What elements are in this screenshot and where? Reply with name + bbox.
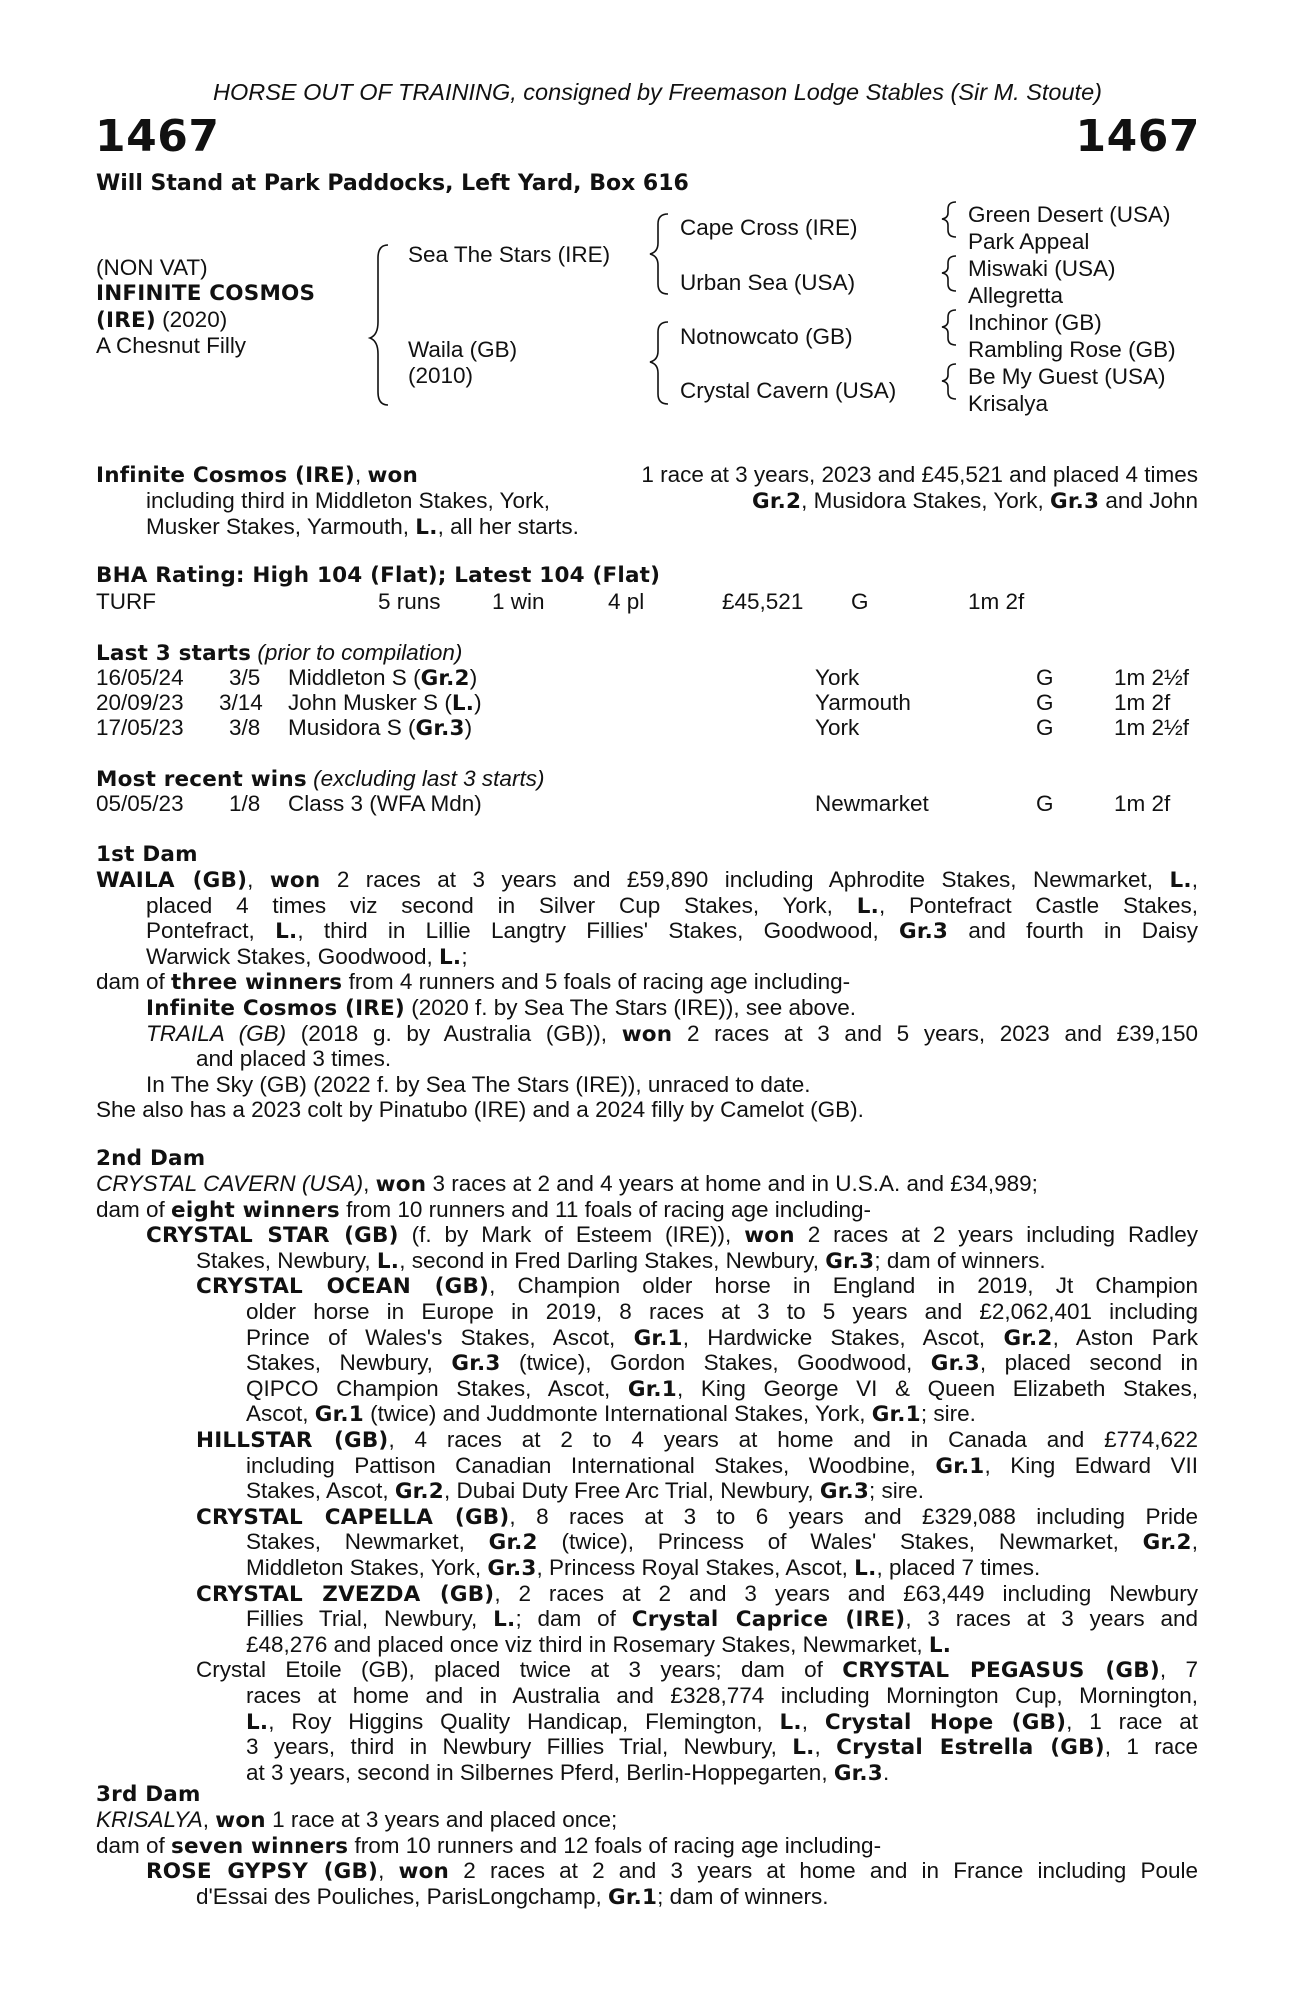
pedigree-dam: Waila (GB) [408,337,518,362]
horse-name-suffix: (IRE) (2020) [96,307,228,333]
consignment-line: HORSE OUT OF TRAINING, consigned by Freemason Lodge Stables (Sir M. Stoute) [213,79,1102,105]
pedigree-line: Stakes, Ascot, Gr.2, Dubai Duty Free Arc Trial, Newbury, Gr.3; sire. [246,1478,925,1505]
pedigree-line: at 3 years, second in Silbernes Pferd, Berlin-Hoppegarten, Gr.3. [246,1759,890,1786]
pedigree-line: She also has a 2023 colt by Pinatubo (IRE) and a 2024 filly by Camelot (GB). [96,1097,864,1123]
bha-rating: BHA Rating: High 104 (Flat); Latest 104 (Flat) [96,563,661,588]
pedigree-ddd: Krisalya [968,391,1049,416]
pedigree-line: d'Essai des Pouliches, ParisLongchamp, Gr.1; dam of winners. [196,1883,829,1910]
pedigree-line: and placed 3 times. [196,1046,392,1072]
horse-description: A Chesnut Filly [96,333,247,358]
pedigree-line: L., Roy Higgins Quality Handicap, Flemington, L., Crystal Hope (GB), 1 race at [246,1708,1198,1735]
pedigree-dam-sire: Notnowcato (GB) [680,324,853,349]
pedigree-line: Infinite Cosmos (IRE) (2020 f. by Sea The Stars (IRE)), see above. [146,995,857,1021]
pedigree-dam-year: (2010) [408,363,474,388]
pedigree-line: CRYSTAL ZVEZDA (GB), 2 races at 2 and 3 years and £63,449 including Newbury [196,1580,1198,1607]
rating-surface: TURF [96,589,156,614]
pedigree-dds: Be My Guest (USA) [968,364,1166,389]
pedigree-line: Stakes, Newbury, L., second in Fred Darling Stakes, Newbury, Gr.3; dam of winners. [196,1247,1046,1274]
pedigree-line: Middleton Stakes, York, Gr.3, Princess Royal Stakes, Ascot, L., placed 7 times. [246,1555,1041,1581]
dam2-heading: 2nd Dam [96,1146,206,1171]
pedigree-dss: Inchinor (GB) [968,310,1102,335]
dam3-heading: 3rd Dam [96,1782,201,1807]
pedigree-sire-sire: Cape Cross (IRE) [680,215,858,240]
rating-wins: 1 win [492,589,545,614]
pedigree-line: CRYSTAL CAVERN (USA), won 3 races at 2 and 4 years at home and in U.S.A. and £34,989; [96,1171,1038,1197]
summary-line-3: Musker Stakes, Yarmouth, L., all her starts. [146,514,579,540]
pedigree-sds: Miswaki (USA) [968,256,1116,281]
pedigree-line: dam of three winners from 4 runners and 5 foals of racing age including- [96,969,851,996]
rating-going: G [851,589,869,614]
rating-runs: 5 runs [378,589,441,614]
pedigree-line: dam of eight winners from 10 runners and 11 foals of racing age including- [96,1196,872,1223]
rating-distance: 1m 2f [968,589,1025,614]
lot-number-left: 1467 [95,111,220,162]
pedigree-line: Stakes, Newbury, Gr.3 (twice), Gordon Stakes, Goodwood, Gr.3, placed second in [246,1350,1198,1377]
pedigree-sdd: Allegretta [968,283,1064,308]
stand-location: Will Stand at Park Paddocks, Left Yard, Box 616 [96,171,689,196]
recent-wins-heading: Most recent wins (excluding last 3 starts) [96,766,545,792]
pedigree-line: Stakes, Newmarket, Gr.2 (twice), Princess of Wales' Stakes, Newmarket, Gr.2, [246,1529,1198,1556]
pedigree-line: CRYSTAL STAR (GB) (f. by Mark of Esteem (IRE)), won 2 races at 2 years including Radley [146,1222,1198,1249]
pedigree-line: Pontefract, L., third in Lillie Langtry Fillies' Stakes, Goodwood, Gr.3 and fourth in Daisy [146,918,1198,945]
summary-line-1: Infinite Cosmos (IRE), won 1 race at 3 years, 2023 and £45,521 and placed 4 times [96,462,1198,488]
pedigree-line: Ascot, Gr.1 (twice) and Juddmonte International Stakes, York, Gr.1; sire. [246,1401,976,1428]
horse-name: INFINITE COSMOS [96,281,316,306]
pedigree-line: CRYSTAL OCEAN (GB), Champion older horse in England in 2019, Jt Champion [196,1273,1198,1300]
pedigree-line: TRAILA (GB) (2018 g. by Australia (GB)), won 2 races at 3 and 5 years, 2023 and £39,150 [146,1020,1198,1047]
dam1-heading: 1st Dam [96,842,198,867]
pedigree-line: races at home and in Australia and £328,774 including Mornington Cup, Mornington, [246,1683,1198,1708]
pedigree-line: older horse in Europe in 2019, 8 races at 3 to 5 years and £2,062,401 including [246,1299,1198,1324]
pedigree-line: ROSE GYPSY (GB), won 2 races at 2 and 3 years at home and in France including Poule [146,1858,1198,1885]
pedigree-line: QIPCO Champion Stakes, Ascot, Gr.1, King George VI & Queen Elizabeth Stakes, [246,1375,1198,1402]
pedigree-line: Crystal Etoile (GB), placed twice at 3 years; dam of CRYSTAL PEGASUS (GB), 7 [196,1657,1198,1684]
pedigree-sire: Sea The Stars (IRE) [408,242,611,267]
pedigree-line: Warwick Stakes, Goodwood, L.; [146,943,468,970]
pedigree-line: Prince of Wales's Stakes, Ascot, Gr.1, Hardwicke Stakes, Ascot, Gr.2, Aston Park [246,1324,1198,1351]
pedigree-sire-dam: Urban Sea (USA) [680,270,856,295]
vat-status: (NON VAT) [96,255,208,280]
summary-line-2: including third in Middleton Stakes, York, Gr.2, Musidora Stakes, York, Gr.3 and John [146,488,1198,514]
pedigree-sss: Green Desert (USA) [968,202,1171,227]
pedigree-ssd: Park Appeal [968,229,1090,254]
pedigree-line: dam of seven winners from 10 runners and 12 foals of racing age including- [96,1832,882,1859]
pedigree-line: HILLSTAR (GB), 4 races at 2 to 4 years at home and in Canada and £774,622 [196,1427,1198,1453]
pedigree-line: 3 years, third in Newbury Fillies Trial, Newbury, L., Crystal Estrella (GB), 1 race [246,1734,1198,1761]
pedigree-dsd: Rambling Rose (GB) [968,337,1176,362]
pedigree-line: £48,276 and placed once viz third in Rosemary Stakes, Newmarket, L. [246,1631,952,1658]
pedigree-line: KRISALYA, won 1 race at 3 years and placed once; [96,1807,618,1833]
pedigree-line: Fillies Trial, Newbury, L.; dam of Crystal Caprice (IRE), 3 races at 3 years and [246,1606,1198,1633]
pedigree-line: WAILA (GB), won 2 races at 3 years and £59,890 including Aphrodite Stakes, Newmarket, L., [96,867,1198,893]
rating-earnings: £45,521 [722,589,804,614]
pedigree-line: CRYSTAL CAPELLA (GB), 8 races at 3 to 6 years and £329,088 including Pride [196,1503,1198,1530]
pedigree-line: placed 4 times viz second in Silver Cup Stakes, York, L., Pontefract Castle Stakes, [146,892,1198,919]
pedigree-line: In The Sky (GB) (2022 f. by Sea The Stars (IRE)), unraced to date. [146,1071,811,1097]
last3-heading: Last 3 starts (prior to compilation) [96,640,463,666]
pedigree-line: including Pattison Canadian International Stakes, Woodbine, Gr.1, King Edward VII [246,1452,1198,1479]
pedigree-dam-dam: Crystal Cavern (USA) [680,378,897,403]
rating-placed: 4 pl [608,589,645,614]
lot-number-right: 1467 [1075,111,1200,162]
